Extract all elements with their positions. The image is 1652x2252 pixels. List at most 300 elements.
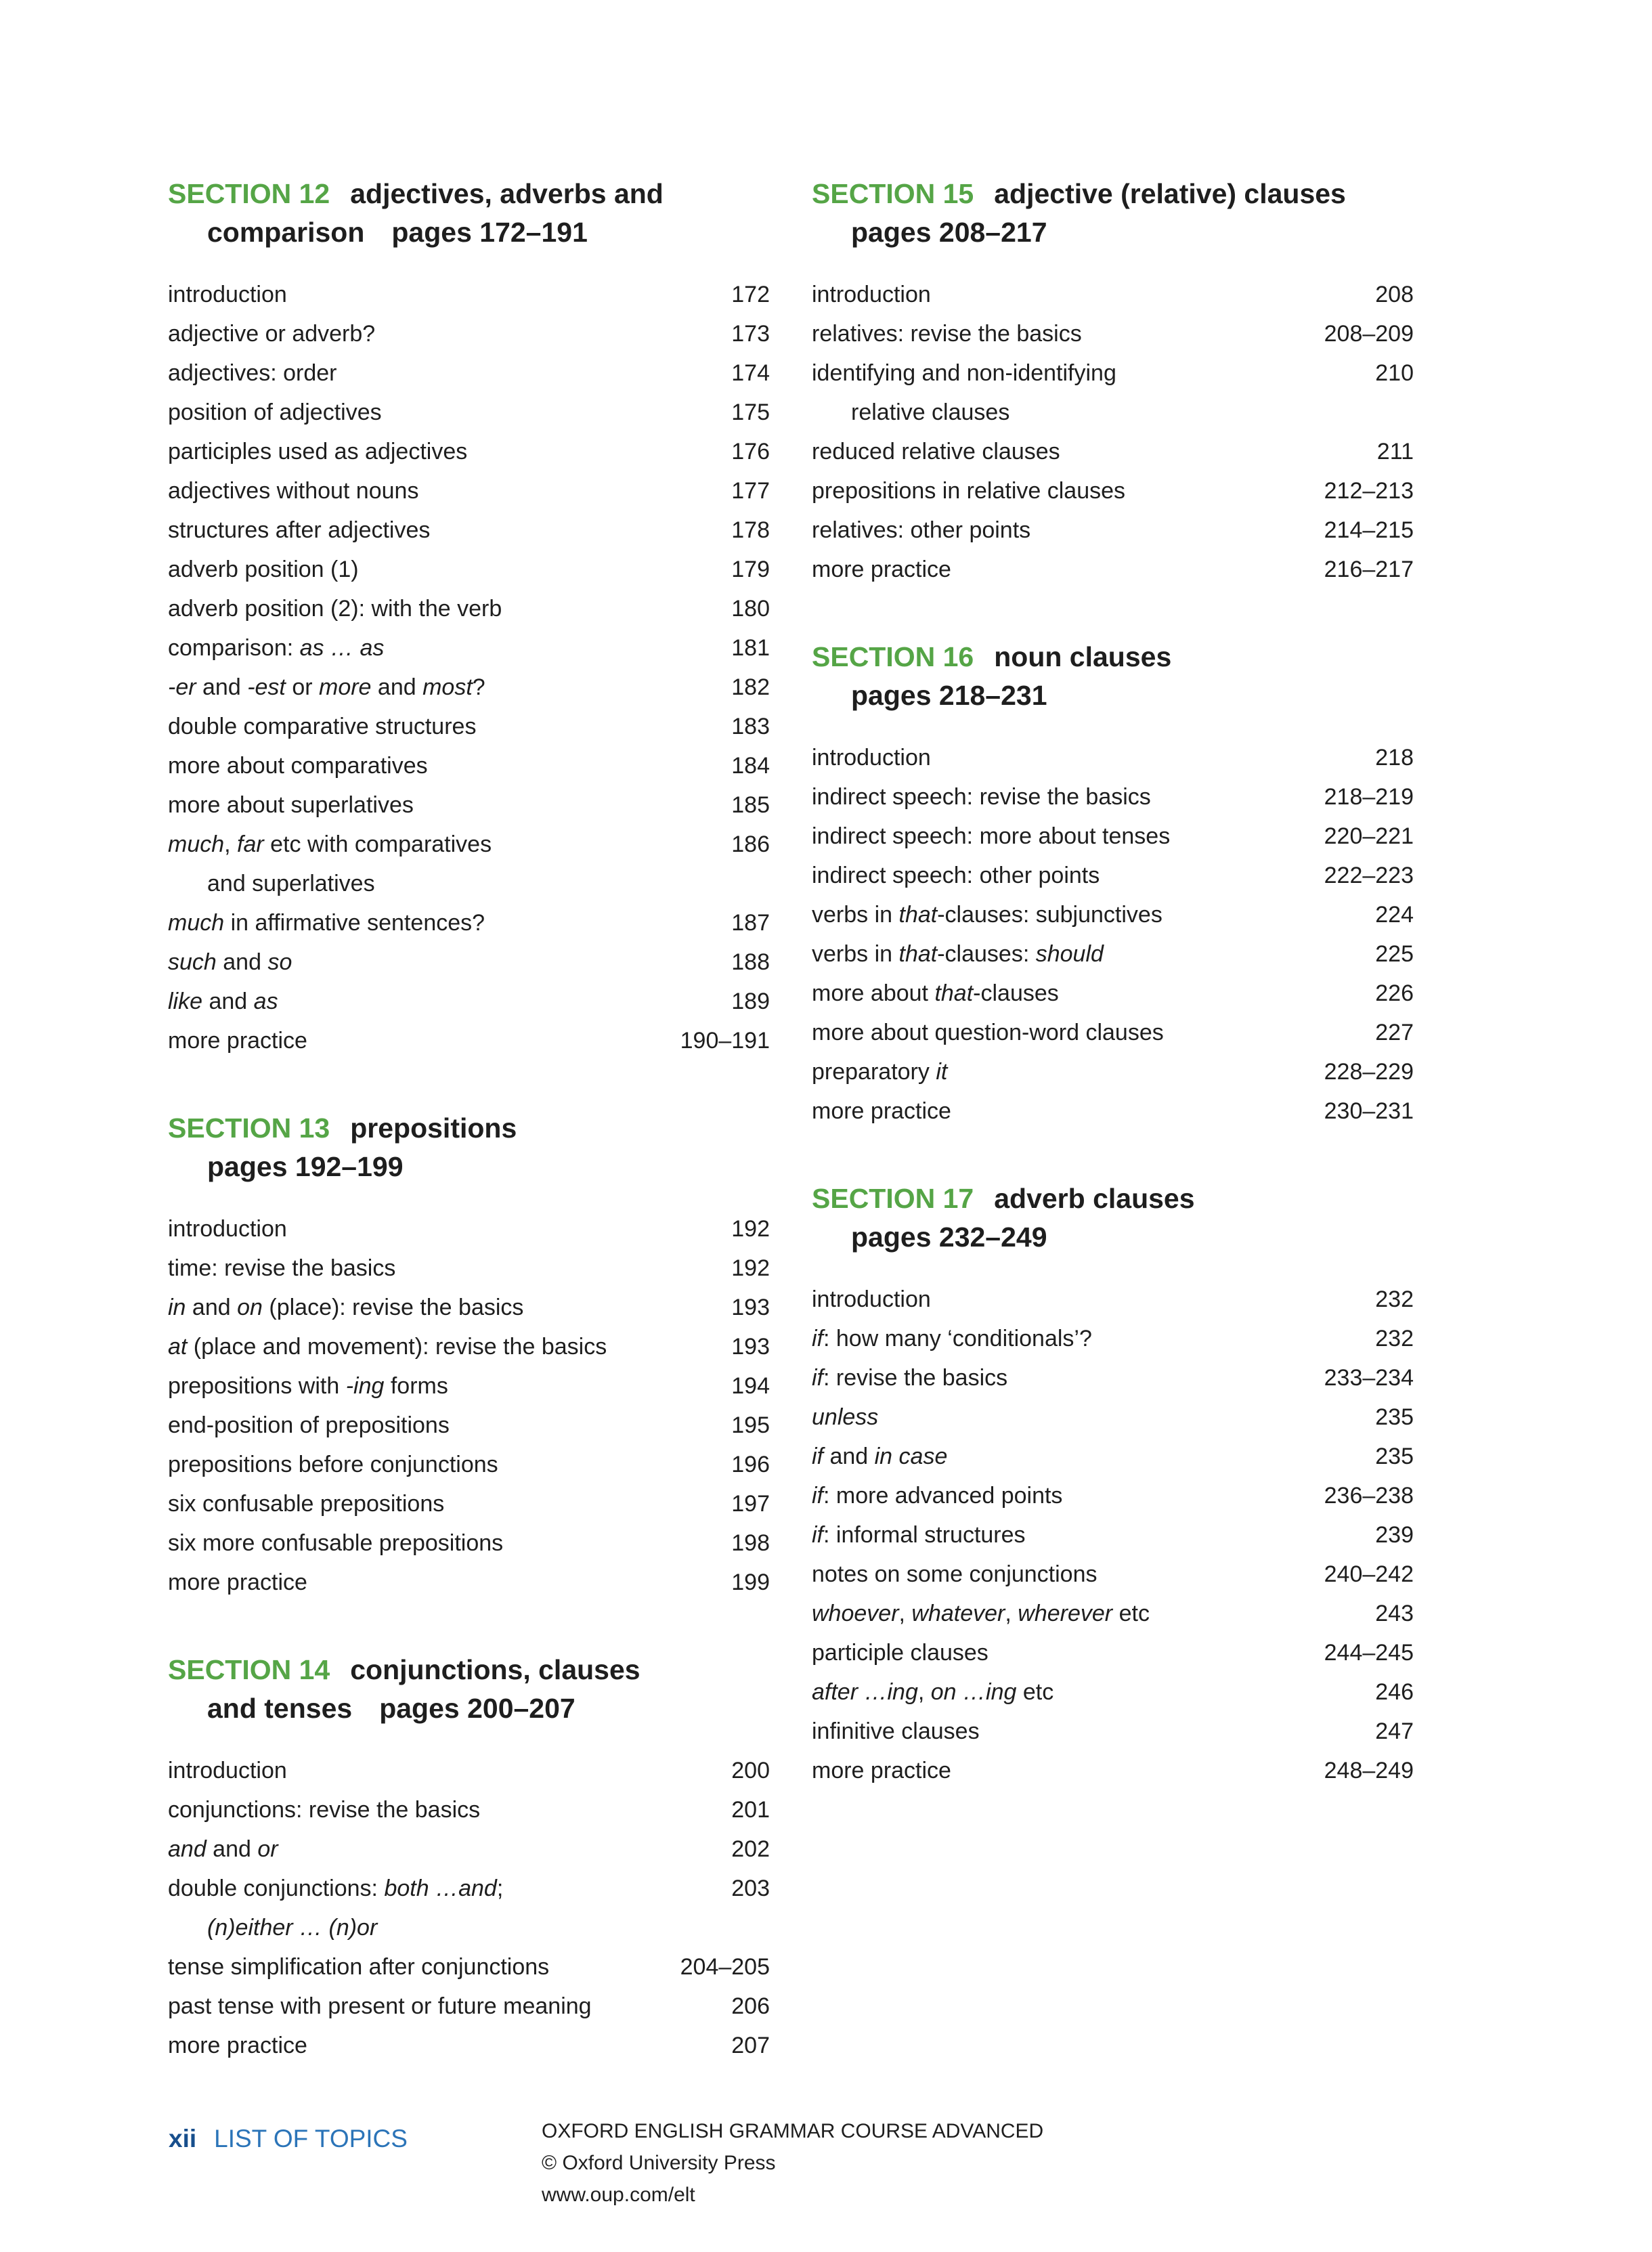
entry-page-number: 175 [731, 399, 770, 425]
entry-page-number: 227 [1375, 1020, 1414, 1045]
entry-title [812, 974, 1059, 1013]
entry-page-number: 235 [1375, 1404, 1414, 1430]
entry-title [168, 550, 359, 589]
toc-entry-line [812, 511, 1414, 550]
entry-page-number: 187 [731, 910, 770, 936]
section-label: SECTION 15 [812, 178, 974, 209]
entry-title [168, 825, 492, 864]
entry-page-number: 207 [731, 2033, 770, 2058]
toc-entry-line [812, 1398, 1414, 1437]
entry-page-number: 232 [1375, 1326, 1414, 1351]
section-pages: pages 172–191 [391, 217, 588, 248]
entry-text-segment: , [224, 831, 238, 857]
imprint-block [542, 2115, 1043, 2211]
section-title: noun clauses [994, 641, 1172, 672]
entry-text-segment: far [237, 831, 264, 857]
toc-entry-line [168, 511, 770, 550]
entry-page-number: 202 [731, 1836, 770, 1862]
section-heading [168, 1651, 770, 1728]
entry-page-number: 248–249 [1324, 1758, 1414, 1783]
toc-entry [168, 1790, 770, 1829]
entry-title [168, 628, 384, 668]
toc-entry [812, 895, 1414, 934]
toc-entry [168, 1249, 770, 1288]
entry-page-number: 244–245 [1324, 1640, 1414, 1666]
section-title: prepositions [350, 1112, 517, 1144]
entry-title [168, 903, 485, 943]
entry-title [168, 1869, 503, 1908]
toc-entry-line [168, 1406, 770, 1445]
entry-title [168, 1563, 307, 1602]
entry-title [812, 1091, 951, 1131]
toc-entry [812, 353, 1414, 432]
section-heading-line2 [812, 1218, 1414, 1257]
entry-text-segment: and [371, 674, 423, 700]
toc-section [168, 1651, 770, 2065]
entry-text-segment: introduction [168, 282, 287, 307]
entry-page-number: 197 [731, 1491, 770, 1517]
toc-entry-line [812, 856, 1414, 895]
entry-title [812, 1052, 947, 1091]
entry-text-segment: more practice [168, 2033, 307, 2058]
toc-entry-line [168, 785, 770, 825]
entry-text-segment: infinitive clauses [812, 1718, 980, 1744]
entry-title [812, 934, 1104, 974]
entry-text-segment: ; [496, 1876, 504, 1901]
imprint-line-url: www.oup.com/elt [542, 2184, 695, 2206]
section-heading [168, 1109, 770, 1186]
entry-title [168, 1406, 450, 1445]
toc-entry-line [812, 1751, 1414, 1790]
entry-text-segment: conjunctions: revise the basics [168, 1797, 481, 1823]
entry-page-number: 226 [1375, 980, 1414, 1006]
entry-title [168, 1249, 395, 1288]
toc-entry [812, 934, 1414, 974]
toc-entry-line [812, 353, 1414, 393]
entry-text-segment: adverb position (2): with the verb [168, 596, 502, 622]
toc-entry [168, 314, 770, 353]
entry-text-segment: ? [472, 674, 485, 700]
toc-entry-line [168, 1209, 770, 1249]
toc-entry-line [168, 707, 770, 746]
entry-text-segment: indirect speech: other points [812, 863, 1100, 888]
entry-text-segment: whoever [812, 1601, 899, 1626]
toc-entry-line [168, 1288, 770, 1327]
section-heading-line2 [812, 676, 1414, 715]
toc-entry [168, 1445, 770, 1484]
entry-page-number: 195 [731, 1412, 770, 1438]
entry-title [168, 353, 336, 393]
entry-title [168, 1445, 498, 1484]
toc-entry [812, 1672, 1414, 1712]
toc-entry-line [812, 895, 1414, 934]
entry-text-segment: prepositions with [168, 1373, 346, 1399]
entry-title [168, 471, 418, 511]
entry-text-segment: more practice [168, 1028, 307, 1054]
toc-entry [168, 943, 770, 982]
toc-entry [812, 856, 1414, 895]
entry-page-number: 174 [731, 360, 770, 386]
toc-entry [812, 432, 1414, 471]
entry-text-segment: (place and movement): revise the basics [187, 1334, 607, 1360]
entry-title [168, 1523, 503, 1563]
entry-title [812, 1633, 988, 1672]
section-pages: pages 232–249 [851, 1221, 1047, 1253]
entry-page-number: 206 [731, 1993, 770, 2019]
section-heading-line1 [168, 175, 770, 213]
toc-entry [168, 1987, 770, 2026]
entry-page-number: 220–221 [1324, 823, 1414, 849]
toc-entry [168, 746, 770, 785]
toc-entry-line [812, 1437, 1414, 1476]
section-heading [812, 1179, 1414, 1257]
entry-page-number: 193 [731, 1295, 770, 1320]
entry-title [812, 856, 1100, 895]
entry-text-segment: end-position of prepositions [168, 1412, 450, 1438]
entry-text-segment: and [206, 1836, 258, 1862]
entry-text-segment: introduction [812, 1286, 931, 1312]
toc-entry-line [812, 777, 1414, 817]
entry-title [812, 550, 951, 589]
entry-page-number: 190–191 [680, 1028, 770, 1054]
entry-title [812, 1319, 1092, 1358]
toc-entry [812, 1515, 1414, 1555]
entry-page-number: 228–229 [1324, 1059, 1414, 1085]
entry-text-segment: indirect speech: more about tenses [812, 823, 1171, 849]
entry-text-segment: , [917, 1679, 931, 1705]
entry-text-segment: in [168, 1295, 186, 1320]
entry-text-segment: double comparative structures [168, 714, 477, 739]
entry-title [168, 785, 414, 825]
toc-entry [168, 1288, 770, 1327]
entry-text-segment: , [898, 1601, 912, 1626]
entry-text-segment: in affirmative sentences? [224, 910, 485, 936]
entry-text-segment: more practice [812, 557, 951, 582]
toc-entry-line [812, 738, 1414, 777]
entry-text-segment: -clauses: subjunctives [937, 902, 1162, 928]
entry-page-number: 176 [731, 439, 770, 464]
section-heading [812, 175, 1414, 252]
toc-entry-line [168, 1327, 770, 1366]
entry-text-segment: that [898, 902, 938, 928]
toc-entry [812, 1013, 1414, 1052]
toc-entry-line [168, 1829, 770, 1869]
entry-title [168, 1209, 287, 1249]
entry-text-segment: as [253, 989, 278, 1014]
entry-text-segment: etc [1112, 1601, 1150, 1626]
toc-entry-line [168, 903, 770, 943]
toc-entry-line [168, 589, 770, 628]
entry-text-segment: whatever [911, 1601, 1005, 1626]
entry-text-segment: both …and [384, 1876, 497, 1901]
toc-entry-line [168, 1987, 770, 2026]
entry-title [812, 471, 1125, 511]
toc-entry-line [168, 275, 770, 314]
toc-section [168, 1109, 770, 1602]
entry-text-segment: -est [247, 674, 286, 700]
section-label: SECTION 14 [168, 1654, 330, 1685]
entry-title [812, 353, 1116, 393]
entry-page-number: 184 [731, 753, 770, 779]
entry-text-segment: : revise the basics [823, 1365, 1008, 1391]
toc-entry-line [168, 982, 770, 1021]
entry-text-segment: more about question-word clauses [812, 1020, 1164, 1045]
entry-text-segment: and [823, 1444, 875, 1469]
entry-text-segment: -clauses [973, 980, 1059, 1006]
section-title: conjunctions, clauses [350, 1654, 640, 1685]
entry-page-number: 208 [1375, 282, 1414, 307]
toc-entry-line [812, 432, 1414, 471]
entry-text-segment: like [168, 989, 203, 1014]
entry-text-segment: more [319, 674, 372, 700]
entry-title [812, 1594, 1150, 1633]
entry-page-number: 239 [1375, 1522, 1414, 1548]
entry-text-segment: if [812, 1522, 823, 1548]
entry-text-segment: that [934, 980, 974, 1006]
entry-page-number: 196 [731, 1452, 770, 1477]
entry-text-segment: -clauses: [937, 941, 1036, 967]
entry-page-number: 224 [1375, 902, 1414, 928]
toc-entry-line [812, 1358, 1414, 1398]
entry-text-segment: on [237, 1295, 263, 1320]
toc-entry-line [812, 934, 1414, 974]
entry-text-segment: adjectives without nouns [168, 478, 419, 504]
entry-title [168, 1751, 287, 1790]
entry-page-number: 173 [731, 321, 770, 347]
toc-entry-line [168, 1021, 770, 1060]
entry-text-segment: structures after adjectives [168, 517, 431, 543]
entry-text-segment: etc with comparatives [263, 831, 492, 857]
entry-page-number: 236–238 [1324, 1483, 1414, 1509]
entry-title [168, 1484, 444, 1523]
toc-entry [812, 1555, 1414, 1594]
entry-page-number: 183 [731, 714, 770, 739]
toc-entry [812, 314, 1414, 353]
imprint-line-publisher: © Oxford University Press [542, 2152, 776, 2174]
entry-title [812, 1555, 1097, 1594]
entry-title [812, 895, 1162, 934]
entry-page-number: 172 [731, 282, 770, 307]
entry-page-number: 180 [731, 596, 770, 622]
entry-page-number: 194 [731, 1373, 770, 1399]
entry-title [812, 777, 1151, 817]
toc-entry-line [168, 1869, 770, 1908]
entry-title [168, 275, 287, 314]
entry-text-segment: such [168, 949, 217, 975]
toc-entry-line [812, 1319, 1414, 1358]
toc-entry [812, 1280, 1414, 1319]
entry-text-segment: -ing [345, 1373, 385, 1399]
entry-text-segment: most [422, 674, 473, 700]
entry-text-segment: identifying and non-identifying [812, 360, 1116, 386]
section-heading-line2 [168, 1148, 770, 1186]
section-heading-line1 [168, 1109, 770, 1148]
toc-entry [168, 2026, 770, 2065]
entry-page-number: 246 [1375, 1679, 1414, 1705]
toc-entry-line [168, 628, 770, 668]
entry-title [168, 589, 502, 628]
entry-page-number: 185 [731, 792, 770, 818]
entry-text-segment: after …ing [812, 1679, 918, 1705]
entry-text-segment: or [285, 674, 319, 700]
toc-entry [168, 668, 770, 707]
toc-entry-line [812, 314, 1414, 353]
toc-entry-line [812, 1712, 1414, 1751]
entry-page-number: 201 [731, 1797, 770, 1823]
entry-page-number: 225 [1375, 941, 1414, 967]
entry-title [812, 738, 931, 777]
entry-text-segment: prepositions in relative clauses [812, 478, 1126, 504]
section-heading-line2 [812, 213, 1414, 252]
entry-text-segment: and [186, 1295, 238, 1320]
section-pages: pages 208–217 [851, 217, 1047, 248]
entry-text-segment: comparison: [168, 635, 300, 661]
entry-title [812, 314, 1082, 353]
toc-entry [168, 785, 770, 825]
entry-text-segment: introduction [812, 745, 931, 771]
section-heading-line2 [168, 213, 770, 252]
section-title-continued: comparison [207, 217, 365, 248]
entry-page-number: 181 [731, 635, 770, 661]
section-title: adverb clauses [994, 1183, 1195, 1214]
toc-entry [168, 1406, 770, 1445]
entry-page-number: 193 [731, 1334, 770, 1360]
entry-page-number: 198 [731, 1530, 770, 1556]
section-label: SECTION 12 [168, 178, 330, 209]
entry-title [168, 1327, 607, 1366]
entry-page-number: 186 [731, 831, 770, 857]
toc-entry [812, 1398, 1414, 1437]
entry-text-segment: much [168, 910, 225, 936]
entry-text-segment: that [898, 941, 938, 967]
section-heading-line2 [168, 1689, 770, 1728]
entry-text-segment: preparatory [812, 1059, 936, 1085]
entry-page-number: 192 [731, 1255, 770, 1281]
toc-column-left [168, 175, 770, 2065]
toc-entry-line [812, 471, 1414, 511]
entry-title [168, 1366, 448, 1406]
entry-text-segment: tense simplification after conjunctions [168, 1954, 550, 1980]
entry-page-number: 189 [731, 989, 770, 1014]
toc-entry-line [168, 1366, 770, 1406]
toc-section [812, 1179, 1414, 1790]
toc-entry-line [168, 1947, 770, 1987]
entry-text-segment: if [812, 1444, 823, 1469]
toc-entry-line [168, 1563, 770, 1602]
entry-text-segment: , [1005, 1601, 1018, 1626]
entry-title [812, 1280, 931, 1319]
entry-page-number: 218 [1375, 745, 1414, 771]
entry-title [812, 1672, 1053, 1712]
toc-entry [812, 777, 1414, 817]
entry-text-segment: and [216, 949, 268, 975]
toc-entry-line [812, 1515, 1414, 1555]
entry-page-number: 240–242 [1324, 1561, 1414, 1587]
entry-text-segment: or [257, 1836, 278, 1862]
toc-entry [168, 275, 770, 314]
toc-entry-line [812, 1280, 1414, 1319]
entry-text-segment: prepositions before conjunctions [168, 1452, 498, 1477]
entry-text-segment: and [202, 989, 254, 1014]
entry-title [168, 511, 430, 550]
entry-page-number: 222–223 [1324, 863, 1414, 888]
toc-entry [812, 550, 1414, 589]
entry-title [168, 668, 485, 707]
section-title: adjectives, adverbs and [350, 178, 664, 209]
entry-page-number: 182 [731, 674, 770, 700]
entry-page-number: 200 [731, 1758, 770, 1783]
footer-page-info [169, 2125, 408, 2153]
toc-entry [812, 1052, 1414, 1091]
entry-text-segment: : informal structures [823, 1522, 1026, 1548]
entry-page-number: 230–231 [1324, 1098, 1414, 1124]
entry-page-number: 214–215 [1324, 517, 1414, 543]
entry-title [812, 1476, 1062, 1515]
entry-page-number: 188 [731, 949, 770, 975]
toc-entry [812, 1091, 1414, 1131]
toc-entry-line [168, 314, 770, 353]
entry-text-segment: six confusable prepositions [168, 1491, 445, 1517]
toc-section [812, 638, 1414, 1131]
toc-entry-line [168, 550, 770, 589]
entry-text-segment: so [267, 949, 292, 975]
toc-entry [168, 825, 770, 903]
entry-text-segment: introduction [168, 1758, 287, 1783]
toc-entry-line [168, 2026, 770, 2065]
entry-text-segment: verbs in [812, 902, 899, 928]
toc-entry-line [812, 1091, 1414, 1131]
toc-entry [168, 353, 770, 393]
entry-text-segment: introduction [168, 1216, 287, 1242]
toc-entry [168, 707, 770, 746]
entry-text-segment: introduction [812, 282, 931, 307]
entry-text-segment: relatives: revise the basics [812, 321, 1082, 347]
entry-title [168, 943, 292, 982]
toc-entry-line [168, 432, 770, 471]
toc-entry [812, 1751, 1414, 1790]
entry-text-segment: at [168, 1334, 188, 1360]
entry-page-number: 212–213 [1324, 478, 1414, 504]
toc-entry-line [168, 746, 770, 785]
entry-text-segment: (n)either … (n)or [207, 1915, 378, 1941]
toc-entry [812, 1358, 1414, 1398]
toc-entry [812, 738, 1414, 777]
entry-text-segment: more practice [812, 1098, 951, 1124]
entry-text-segment: indirect speech: revise the basics [812, 784, 1151, 810]
toc-entry [168, 1947, 770, 1987]
toc-entry [812, 1594, 1414, 1633]
toc-entry-line [168, 668, 770, 707]
entry-text-segment: it [936, 1059, 948, 1085]
entry-title [812, 1358, 1007, 1398]
toc-entry [168, 511, 770, 550]
entry-title [812, 275, 931, 314]
toc-entry [812, 1437, 1414, 1476]
entry-text-segment: unless [812, 1404, 879, 1430]
entry-title [812, 511, 1030, 550]
section-title-continued: and tenses [207, 1693, 353, 1724]
section-heading-line1 [168, 1651, 770, 1689]
entry-title [168, 393, 382, 432]
imprint-line-title: OXFORD ENGLISH GRAMMAR COURSE ADVANCED [542, 2120, 1044, 2142]
toc-entry [168, 550, 770, 589]
section-pages: pages 200–207 [379, 1693, 575, 1724]
entry-text-segment: if [812, 1326, 823, 1351]
entry-text-segment: reduced relative clauses [812, 439, 1060, 464]
toc-entry [168, 1563, 770, 1602]
toc-entry-line [812, 1476, 1414, 1515]
toc-entry [812, 275, 1414, 314]
